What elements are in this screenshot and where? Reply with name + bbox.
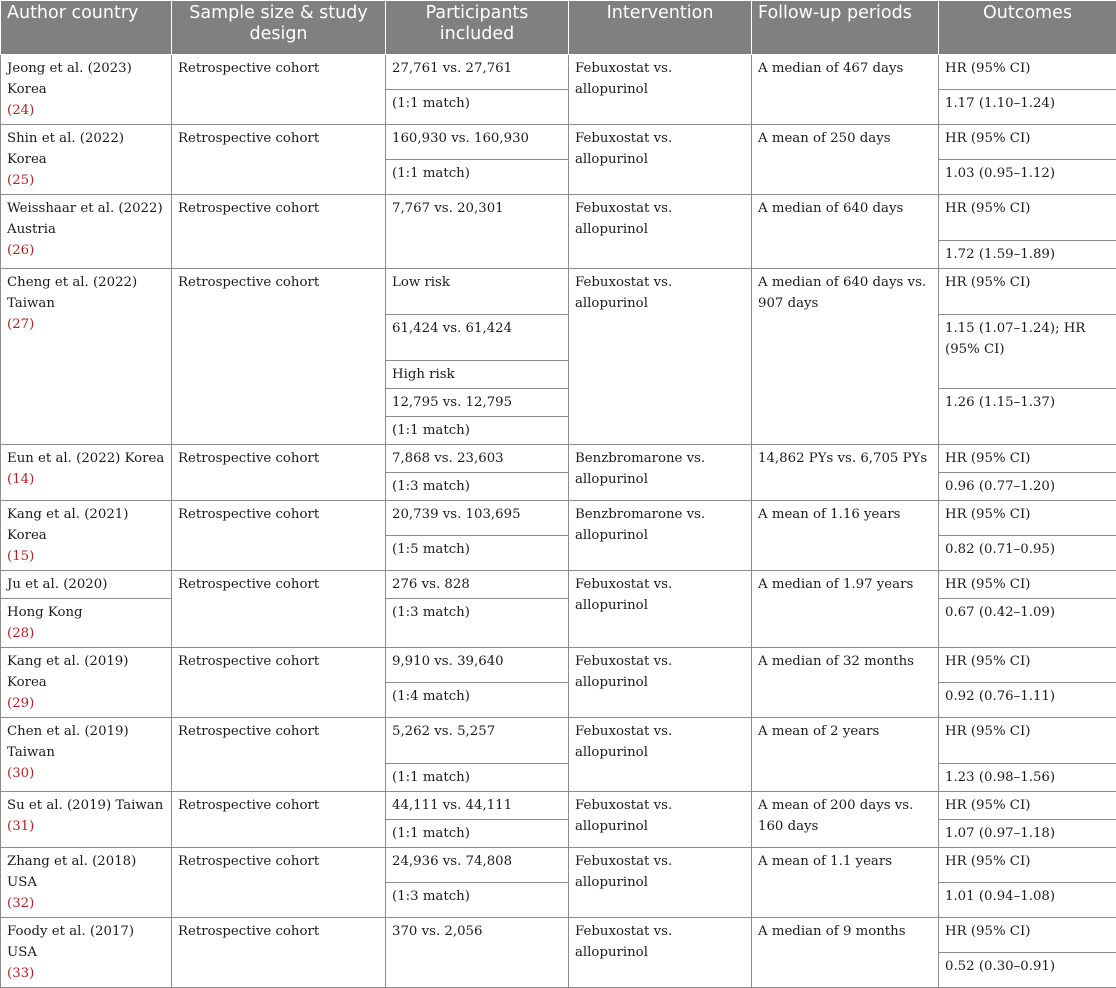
design-cell: Retrospective cohort (172, 918, 386, 988)
followup-cell: 14,862 PYs vs. 6,705 PYs (752, 445, 939, 501)
author-text: Zhang et al. (2018) USA (7, 854, 136, 890)
table-row (1, 648, 1116, 683)
outcome-cell: HR (95% CI) (939, 648, 1116, 683)
header-row (1, 1, 1116, 55)
reference-link[interactable]: (15) (7, 549, 34, 564)
design-cell: Retrospective cohort (172, 269, 386, 445)
intervention-cell: Febuxostat vs. allopurinol (569, 269, 752, 445)
intervention-cell: Febuxostat vs. allopurinol (569, 918, 752, 988)
outcome-cell: 0.96 (0.77–1.20) (939, 473, 1116, 501)
outcome-cell: 1.17 (1.10–1.24) (939, 90, 1116, 125)
design-cell: Retrospective cohort (172, 501, 386, 571)
outcome-cell: HR (95% CI) (939, 125, 1116, 160)
author-cell (1, 792, 172, 848)
author-cell (1, 501, 172, 571)
participants-cell: 44,111 vs. 44,111 (386, 792, 569, 820)
intervention-cell: Febuxostat vs. allopurinol (569, 848, 752, 918)
author-cell (1, 918, 172, 988)
outcome-cell: 1.15 (1.07–1.24); HR (95% CI) (939, 315, 1116, 389)
participants-cell: 7,868 vs. 23,603 (386, 445, 569, 473)
participants-cell: (1:3 match) (386, 883, 569, 918)
participants-cell: (1:1 match) (386, 90, 569, 125)
author-text: Eun et al. (2022) Korea (7, 451, 164, 466)
followup-cell: A mean of 1.16 years (752, 501, 939, 571)
table-row (1, 848, 1116, 883)
reference-link[interactable]: (24) (7, 103, 34, 118)
participants-cell: 5,262 vs. 5,257 (386, 718, 569, 764)
participants-cell: 20,739 vs. 103,695 (386, 501, 569, 536)
header-author-country: Author country (1, 1, 172, 55)
followup-cell: A mean of 200 days vs. 160 days (752, 792, 939, 848)
author-cell (1, 718, 172, 792)
table-row (1, 501, 1116, 536)
intervention-cell: Febuxostat vs. allopurinol (569, 571, 752, 648)
outcome-cell: 1.23 (0.98–1.56) (939, 764, 1116, 792)
participants-cell: 370 vs. 2,056 (386, 918, 569, 988)
participants-cell: High risk (386, 361, 569, 389)
outcome-cell: HR (95% CI) (939, 55, 1116, 90)
intervention-cell: Febuxostat vs. allopurinol (569, 648, 752, 718)
reference-link[interactable]: (33) (7, 966, 34, 981)
reference-link[interactable]: (14) (7, 472, 34, 487)
author-cell (1, 269, 172, 445)
intervention-cell: Febuxostat vs. allopurinol (569, 55, 752, 125)
outcome-cell: HR (95% CI) (939, 848, 1116, 883)
author-text: Chen et al. (2019) Taiwan (7, 724, 129, 760)
author-text: Shin et al. (2022) Korea (7, 131, 124, 167)
author-text: Hong Kong (7, 605, 83, 620)
outcome-cell: 0.52 (0.30–0.91) (939, 953, 1116, 988)
participants-cell: 27,761 vs. 27,761 (386, 55, 569, 90)
header-sample-size-design: Sample size & study design (172, 1, 386, 55)
intervention-cell: Febuxostat vs. allopurinol (569, 125, 752, 195)
followup-cell: A median of 1.97 years (752, 571, 939, 648)
outcome-cell: 1.07 (0.97–1.18) (939, 820, 1116, 848)
table-row (1, 55, 1116, 90)
outcome-cell: 0.92 (0.76–1.11) (939, 683, 1116, 718)
outcome-cell: HR (95% CI) (939, 195, 1116, 241)
table-row (1, 571, 1116, 599)
outcome-cell: HR (95% CI) (939, 792, 1116, 820)
outcome-cell: HR (95% CI) (939, 269, 1116, 315)
participants-cell: 7,767 vs. 20,301 (386, 195, 569, 269)
author-cell: Ju et al. (2020) (1, 571, 172, 599)
author-text: Jeong et al. (2023) Korea (7, 61, 132, 97)
participants-cell: (1:1 match) (386, 764, 569, 792)
header-followup: Follow-up periods (752, 1, 939, 55)
table-row (1, 918, 1116, 953)
intervention-cell: Benzbromarone vs. allopurinol (569, 445, 752, 501)
design-cell: Retrospective cohort (172, 445, 386, 501)
outcome-cell: HR (95% CI) (939, 918, 1116, 953)
participants-cell: 276 vs. 828 (386, 571, 569, 599)
reference-link[interactable]: (32) (7, 896, 34, 911)
participants-cell: (1:3 match) (386, 599, 569, 648)
reference-link[interactable]: (28) (7, 626, 34, 641)
author-text: Foody et al. (2017) USA (7, 924, 134, 960)
outcome-cell: HR (95% CI) (939, 718, 1116, 764)
outcome-cell: HR (95% CI) (939, 445, 1116, 473)
reference-link[interactable]: (25) (7, 173, 34, 188)
intervention-cell: Febuxostat vs. allopurinol (569, 195, 752, 269)
author-text: Su et al. (2019) Taiwan (7, 798, 163, 813)
table-row (1, 125, 1116, 160)
table-row (1, 445, 1116, 473)
participants-cell: Low risk (386, 269, 569, 315)
author-cell (1, 55, 172, 125)
outcome-cell: 0.82 (0.71–0.95) (939, 536, 1116, 571)
participants-cell: (1:5 match) (386, 536, 569, 571)
intervention-cell: Benzbromarone vs. allopurinol (569, 501, 752, 571)
outcome-cell: 0.67 (0.42–1.09) (939, 599, 1116, 648)
participants-cell: 160,930 vs. 160,930 (386, 125, 569, 160)
author-cell (1, 599, 172, 648)
intervention-cell: Febuxostat vs. allopurinol (569, 792, 752, 848)
design-cell: Retrospective cohort (172, 792, 386, 848)
design-cell: Retrospective cohort (172, 195, 386, 269)
header-outcomes: Outcomes (939, 1, 1116, 55)
table-row (1, 718, 1116, 764)
author-text: Kang et al. (2019) Korea (7, 654, 128, 690)
participants-cell: 9,910 vs. 39,640 (386, 648, 569, 683)
intervention-cell: Febuxostat vs. allopurinol (569, 718, 752, 792)
outcome-cell: HR (95% CI) (939, 501, 1116, 536)
table-row (1, 792, 1116, 820)
outcome-cell: 1.26 (1.15–1.37) (939, 389, 1116, 445)
table-row (1, 195, 1116, 241)
reference-link[interactable]: (31) (7, 819, 34, 834)
design-cell: Retrospective cohort (172, 648, 386, 718)
followup-cell: A median of 640 days vs. 907 days (752, 269, 939, 445)
table-row (1, 599, 1116, 648)
design-cell: Retrospective cohort (172, 571, 386, 648)
author-cell (1, 848, 172, 918)
participants-cell: (1:4 match) (386, 683, 569, 718)
design-cell: Retrospective cohort (172, 718, 386, 792)
reference-link[interactable]: (29) (7, 696, 34, 711)
followup-cell: A median of 9 months (752, 918, 939, 988)
outcome-cell: 1.72 (1.59–1.89) (939, 241, 1116, 269)
design-cell: Retrospective cohort (172, 55, 386, 125)
author-text: Kang et al. (2021) Korea (7, 507, 128, 543)
reference-link[interactable]: (26) (7, 243, 34, 258)
design-cell: Retrospective cohort (172, 848, 386, 918)
reference-link[interactable]: (30) (7, 766, 34, 781)
participants-cell: (1:3 match) (386, 473, 569, 501)
participants-cell: 61,424 vs. 61,424 (386, 315, 569, 361)
author-text: Cheng et al. (2022) Taiwan (7, 275, 137, 311)
header-participants: Participants included (386, 1, 569, 55)
author-cell (1, 125, 172, 195)
outcome-cell: 1.03 (0.95–1.12) (939, 160, 1116, 195)
followup-cell: A mean of 250 days (752, 125, 939, 195)
author-cell (1, 648, 172, 718)
outcome-cell: 1.01 (0.94–1.08) (939, 883, 1116, 918)
author-cell (1, 445, 172, 501)
author-cell (1, 195, 172, 269)
table-row (1, 269, 1116, 315)
author-text: Weisshaar et al. (2022) Austria (7, 201, 163, 237)
participants-cell: (1:1 match) (386, 820, 569, 848)
reference-link[interactable]: (27) (7, 317, 34, 332)
participants-cell: 12,795 vs. 12,795 (386, 389, 569, 417)
followup-cell: A mean of 1.1 years (752, 848, 939, 918)
design-cell: Retrospective cohort (172, 125, 386, 195)
participants-cell: (1:1 match) (386, 417, 569, 445)
outcome-cell: HR (95% CI) (939, 571, 1116, 599)
header-intervention: Intervention (569, 1, 752, 55)
followup-cell: A mean of 2 years (752, 718, 939, 792)
followup-cell: A median of 640 days (752, 195, 939, 269)
participants-cell: 24,936 vs. 74,808 (386, 848, 569, 883)
followup-cell: A median of 32 months (752, 648, 939, 718)
followup-cell: A median of 467 days (752, 55, 939, 125)
participants-cell: (1:1 match) (386, 160, 569, 195)
